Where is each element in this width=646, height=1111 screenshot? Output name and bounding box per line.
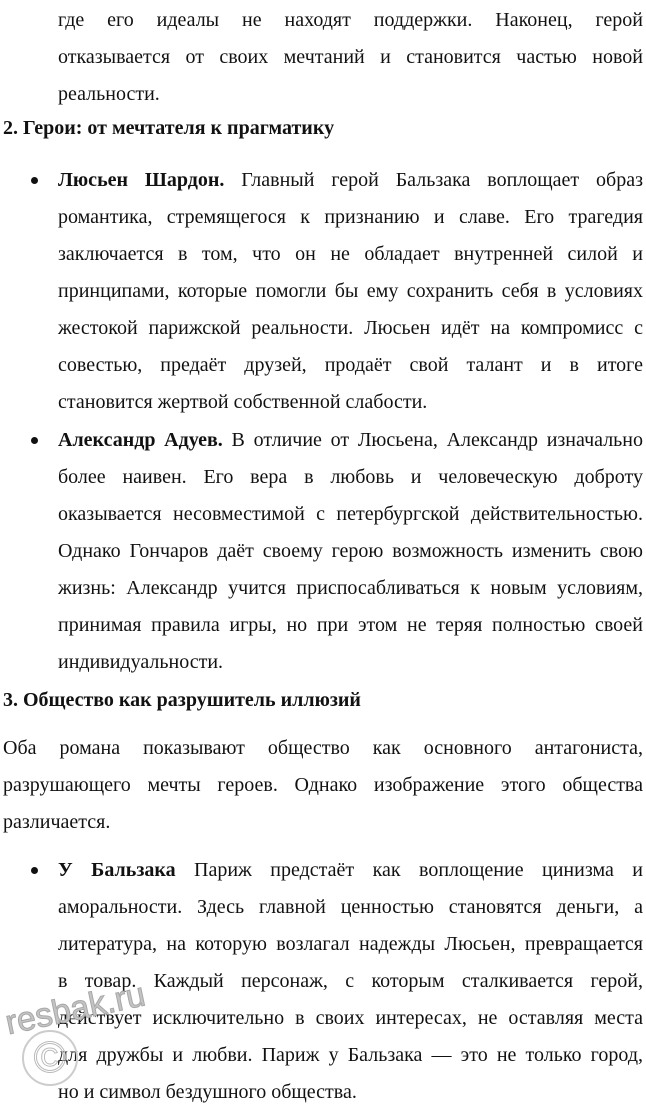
text-line: разрушающего мечты героев. Однако изображение этого общества (3, 774, 643, 796)
text-line: Однако Гончаров даёт своему герою возможность изменить свою (58, 540, 643, 562)
text-line: жизнь: Александр учится приспосабливаться к новым условиям, (58, 577, 643, 599)
text-line: оказывается несовместимой с петербургской действительностью. (58, 503, 643, 525)
list-item-lead: У Бальзака (58, 859, 176, 881)
section-heading-3: 3. Общество как разрушитель иллюзий (3, 689, 361, 711)
text-line: отказывается от своих мечтаний и становится частью новой (58, 46, 643, 68)
text-line: жестокой парижской реальности. Люсьен идёт на компромисс с (58, 317, 643, 339)
list-item-lead: Александр Адуев. (58, 429, 223, 451)
text-line: реальности. (58, 83, 160, 105)
text-line: совестью, предаёт друзей, продаёт свой талант и в итоге (58, 354, 643, 376)
text-line: аморальности. Здесь главной ценностью становятся деньги, а (58, 896, 643, 918)
list-item-lucien (58, 162, 643, 421)
text-line: для дружбы и любви. Париж у Бальзака — это не только город, (58, 1044, 643, 1066)
society-paragraph (3, 730, 643, 841)
text-line: более наивен. Его вера в любовь и человеческую доброту (58, 466, 643, 488)
text-line: индивидуальности. (58, 651, 224, 673)
text-line: принципами, которые помогли бы ему сохранить себя в условиях (58, 280, 643, 302)
text-line: Париж предстаёт как воплощение цинизма и (175, 859, 643, 881)
bullet-icon (31, 177, 38, 184)
text-line: романтика, стремящегося к признанию и славе. Его трагедия (58, 206, 643, 228)
intro-paragraph (58, 2, 643, 113)
text-line: заключается в том, что он не обладает внутренней силой и (58, 243, 643, 265)
text-line: Главный герой Бальзака воплощает образ (224, 169, 643, 191)
text-line: различается. (3, 811, 111, 833)
bullet-icon (31, 437, 38, 444)
text-line: но и символ бездушного общества. (58, 1081, 357, 1103)
text-line: в товар. Каждый персонаж, с которым сталкивается герой, (58, 970, 643, 992)
list-item-alexander (58, 422, 643, 681)
bullet-icon (31, 867, 38, 874)
text-line: где его идеалы не находят поддержки. Наконец, герой (58, 9, 643, 31)
copyright-watermark-icon: © (22, 1030, 78, 1086)
section-heading-2: 2. Герои: от мечтателя к прагматику (3, 117, 335, 139)
list-item-lead: Люсьен Шардон. (58, 169, 225, 191)
watermark-text: resbak.ru (2, 975, 149, 1043)
text-line: В отличие от Люсьена, Александр изначально (222, 429, 643, 451)
text-line: литература, на которую возлагал надежды Люсьен, превращается (58, 933, 643, 955)
list-item-balzac (58, 852, 643, 1111)
text-line: становится жертвой собственной слабости. (58, 391, 428, 413)
text-line: принимая правила игры, но при этом не теряя полностью своей (58, 614, 643, 636)
text-line: Оба романа показывают общество как основного антагониста, (3, 737, 643, 759)
text-line: действует исключительно в своих интересах, не оставляя места (58, 1007, 643, 1029)
